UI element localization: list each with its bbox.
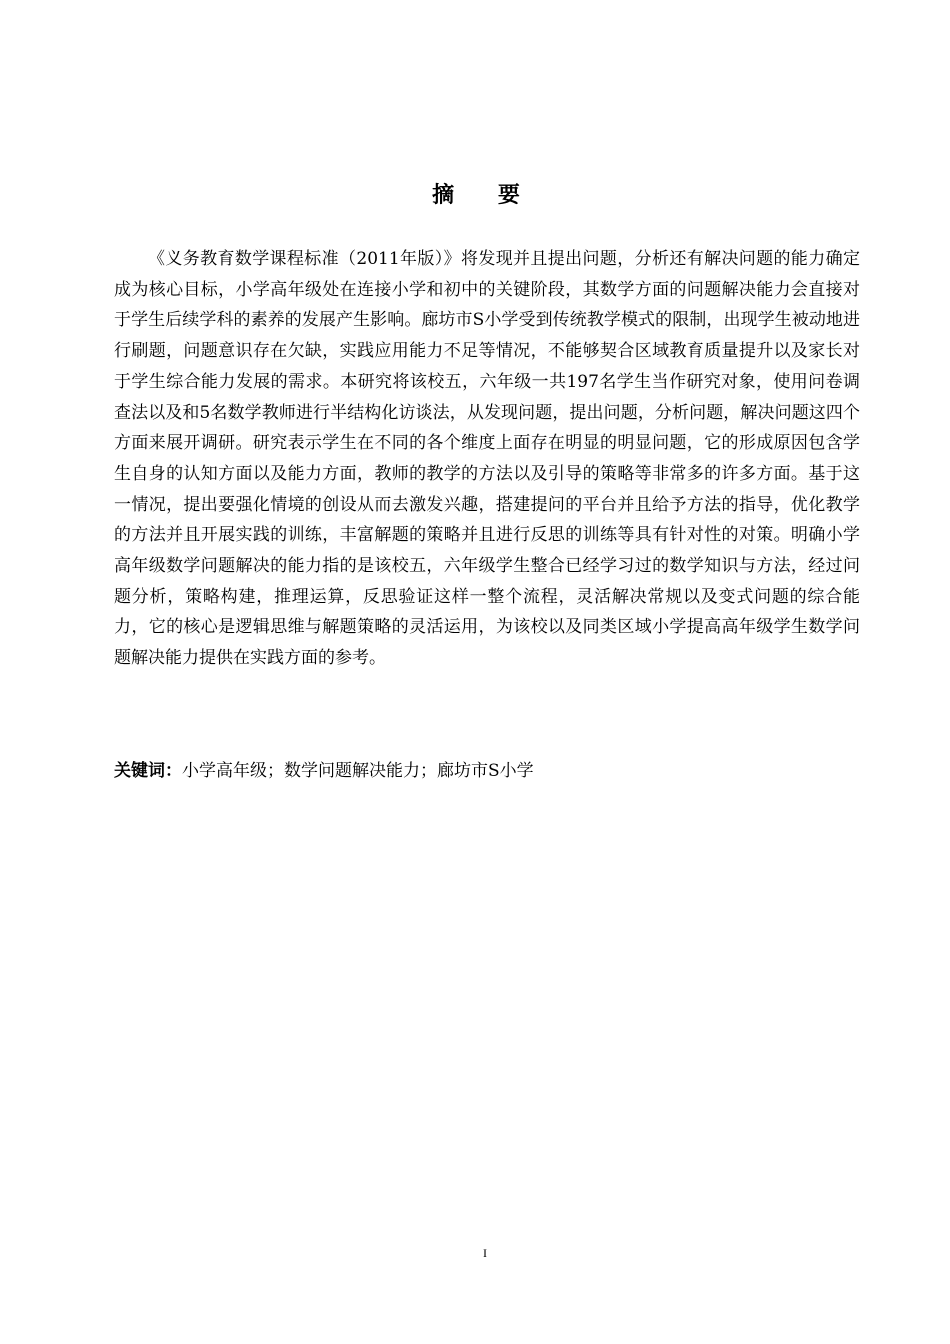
keywords-text: 小学高年级；数学问题解决能力；廊坊市S小学 (182, 761, 534, 781)
page-number: I (483, 1246, 487, 1260)
abstract-paragraph: 《义务教育数学课程标准（2011年版）》将发现并且提出问题，分析还有解决问题的能力确定成为核心目标，小学高年级处在连接小学和初中的关键阶段，其数学方面的问题解决能力会直接对于学生后续学科的素养的发展产生影响。廊坊市S小学受到传统教学模式的限制，出现学生被动地进行刷题，问题意识存在欠缺，实践应用能力不足等情况，不能够契合区域教育质量提升以及家长对于学生综合能力发展的需求。本研究将该校五，六年级一共197名学生当作研究对象，使用问卷调查法以及和5名数学教师进行半结构化访谈法，从发现问题，提出问题，分析问题，解决问题这四个方面来展开调研。研究表示学生在不同的各个维度上面存在明显的明显问题，它的形成原因包含学生自身的认知方面以及能力方面，教师的教学的方法以及引导的策略等非常多的许多方面。基于这一情况，提出要强化情境的创设从而去激发兴趣，搭建提问的平台并且给予方法的指导，优化教学的方法并且开展实践的训练，丰富解题的策略并且进行反思的训练等具有针对性的对策。明确小学高年级数学问题解决的能力指的是该校五，六年级学生整合已经学习过的数学知识与方法，经过问题分析，策略构建，推理运算，反思验证这样一整个流程，灵活解决常规以及变式问题的综合能力，它的核心是逻辑思维与解题策略的灵活运用，为该校以及同类区域小学提高高年级学生数学问题解决能力提供在实践方面的参考。 (114, 249, 860, 669)
keywords-line (114, 756, 860, 786)
keywords-label: 关键词： (114, 761, 182, 781)
page-title: 摘 要 (432, 183, 538, 208)
